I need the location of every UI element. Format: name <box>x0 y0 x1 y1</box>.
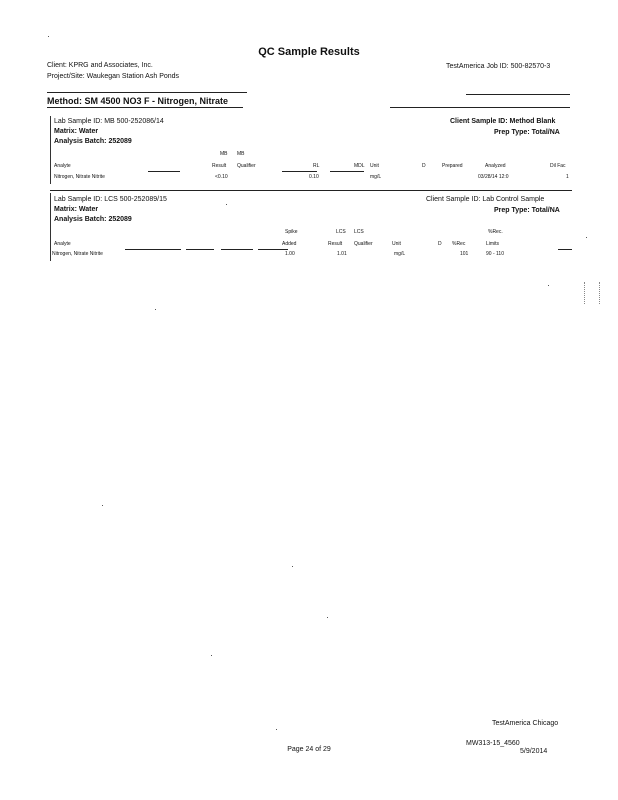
lcs-row-rec: 101 <box>460 251 469 257</box>
section-divider <box>50 190 572 191</box>
blank-col-d: D <box>422 163 426 169</box>
lcs-col-added: Added <box>282 241 297 247</box>
blank-lab-sample-id: Lab Sample ID: MB 500-252086/14 <box>54 118 164 125</box>
project-site: Project/Site: Waukegan Station Ash Ponds <box>47 73 180 80</box>
scan-speck <box>102 505 103 506</box>
client-name: Client: KPRG and Associates, Inc. <box>47 62 153 69</box>
blank-col-qualifier: Qualifier <box>237 163 256 169</box>
blank-header-mb-1: MB <box>220 151 228 157</box>
page-title: QC Sample Results <box>258 46 360 58</box>
lcs-row-result: 1.01 <box>337 251 347 257</box>
scan-speck <box>48 36 49 37</box>
blank-col-result: Result <box>212 163 227 169</box>
lcs-header-rule-5 <box>558 249 572 250</box>
scan-artifact <box>584 282 600 304</box>
lcs-client-sample-id: Client Sample ID: Lab Control Sample <box>426 196 545 203</box>
blank-prep-type: Prep Type: Total/NA <box>494 129 560 136</box>
scan-speck <box>211 655 212 656</box>
footer-date: 5/9/2014 <box>520 748 548 755</box>
footer-page-number: Page 24 of 29 <box>287 746 331 753</box>
lcs-prep-type: Prep Type: Total/NA <box>494 207 560 214</box>
lcs-row-unit: mg/L <box>394 251 406 257</box>
lcs-lab-sample-id: Lab Sample ID: LCS 500-252089/15 <box>54 196 167 203</box>
scan-speck <box>226 204 227 205</box>
lcs-header-rule-3 <box>221 249 253 250</box>
blank-row-rl: 0.10 <box>309 174 319 180</box>
job-id: TestAmerica Job ID: 500-82570-3 <box>446 63 551 70</box>
method-rule-right <box>390 107 570 108</box>
lcs-row-added: 1.00 <box>285 251 295 257</box>
lcs-col-rec: %Rec <box>452 241 466 247</box>
footer-lab-name: TestAmerica Chicago <box>492 720 559 727</box>
blank-col-mdl: MDL <box>354 163 365 169</box>
blank-col-unit: Unit <box>370 163 379 169</box>
lcs-row-analyte: Nitrogen, Nitrate Nitrite <box>52 251 103 257</box>
lcs-col-limits: Limits <box>486 241 500 247</box>
scan-speck <box>292 566 293 567</box>
scan-speck <box>276 729 277 730</box>
blank-row-dil-fac: 1 <box>566 174 569 180</box>
lcs-col-analyte: Analyte <box>54 241 71 247</box>
lcs-col-qualifier: Qualifier <box>354 241 373 247</box>
scan-speck <box>548 285 549 286</box>
method-underline <box>47 107 243 108</box>
lcs-header-lcs-2: LCS <box>354 229 364 235</box>
lcs-analysis-batch: Analysis Batch: 252089 <box>54 216 132 223</box>
footer-doc-id: MW313-15_4560 <box>466 740 520 747</box>
blank-row-analyte: Nitrogen, Nitrate Nitrite <box>54 174 105 180</box>
lcs-header-rule-4 <box>258 249 288 250</box>
blank-header-rule-3 <box>330 171 364 172</box>
scan-speck <box>155 309 156 310</box>
blank-row-unit: mg/L <box>370 174 382 180</box>
blank-col-rl: RL <box>313 163 320 169</box>
lcs-row-limits: 90 - 110 <box>486 251 504 257</box>
lcs-header-spike: Spike <box>285 229 298 235</box>
lcs-header-rule-2 <box>186 249 214 250</box>
blank-col-analyzed: Analyzed <box>485 163 506 169</box>
blank-analysis-batch: Analysis Batch: 252089 <box>54 138 132 145</box>
lcs-header-lcs-1: LCS <box>336 229 346 235</box>
lcs-col-unit: Unit <box>392 241 401 247</box>
lcs-matrix: Matrix: Water <box>54 206 99 213</box>
scan-speck <box>327 617 328 618</box>
blank-col-prepared: Prepared <box>442 163 463 169</box>
blank-header-rule-1 <box>148 171 180 172</box>
method-heading: Method: SM 4500 NO3 F - Nitrogen, Nitrate <box>47 96 229 106</box>
blank-header-mb-2: MB <box>237 151 245 157</box>
blank-col-analyte: Analyte <box>54 163 71 169</box>
lcs-col-d: D <box>438 241 442 247</box>
lcs-header-rule-1 <box>125 249 181 250</box>
blank-client-sample-id: Client Sample ID: Method Blank <box>450 118 556 125</box>
blank-row-analyzed: 03/28/14 12:0 <box>478 174 509 180</box>
blank-section-bar <box>50 116 51 184</box>
lcs-header-rec: %Rec. <box>488 229 503 235</box>
blank-matrix: Matrix: Water <box>54 128 99 135</box>
blank-col-dil-fac: Dil Fac <box>550 163 566 169</box>
scan-speck <box>586 237 587 238</box>
blank-row-result: <0.10 <box>215 174 228 180</box>
lcs-col-result: Result <box>328 241 343 247</box>
header-rule-left <box>47 92 247 93</box>
blank-header-rule-2 <box>282 171 317 172</box>
header-rule-right <box>466 94 570 95</box>
lcs-section-bar <box>50 193 51 261</box>
